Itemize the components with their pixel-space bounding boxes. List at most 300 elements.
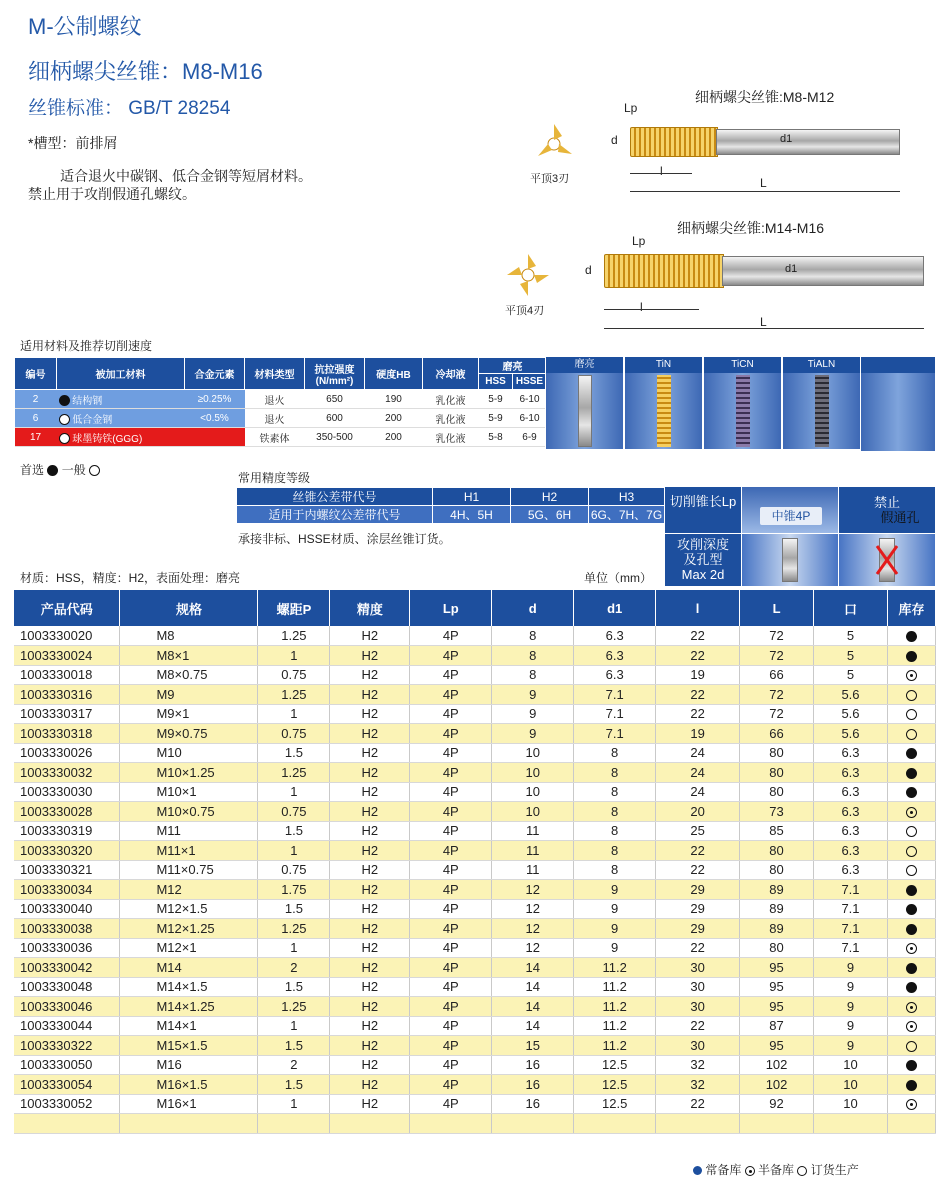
cell-pitch: 1.75 <box>258 880 330 900</box>
cell-pitch: 1.5 <box>258 899 330 919</box>
thread-tolerance-1: 4H、5H <box>433 506 511 524</box>
coating-tin <box>624 357 702 451</box>
cell-d1: 8 <box>574 821 656 841</box>
cell-d: 10 <box>492 763 574 783</box>
cell-stock <box>887 919 935 939</box>
cell-code: 1003330036 <box>14 938 120 958</box>
stock-half-icon <box>906 943 917 954</box>
diagram-top-title: 细柄螺尖丝锥:M8-M12 <box>695 89 835 105</box>
mat-header-hsse: HSSE <box>513 374 547 390</box>
mat-strength: 600 <box>305 409 365 428</box>
cell-square: 5 <box>814 646 888 666</box>
cell-L: 80 <box>740 860 814 880</box>
cell-stock <box>887 841 935 861</box>
cell-d1: 11.2 <box>574 958 656 978</box>
forbidden-cross-icon <box>873 542 901 578</box>
cell-square: 6.3 <box>814 782 888 802</box>
cell-precision: H2 <box>330 997 410 1017</box>
cell-stock <box>887 997 935 1017</box>
cell-L: 95 <box>740 1036 814 1056</box>
cell-empty <box>492 1114 574 1134</box>
dim-line-l-bottom <box>604 309 699 310</box>
hole-tap-image <box>782 538 798 582</box>
cell-code: 1003330317 <box>14 704 120 724</box>
dim-l-top: l <box>660 164 663 178</box>
table-row <box>14 1055 936 1075</box>
mat-header-material: 被加工材料 <box>57 358 185 390</box>
cell-spec: M10×0.75 <box>120 802 258 822</box>
cell-empty <box>740 1114 814 1134</box>
mat-header-type: 材料类型 <box>245 358 305 390</box>
cell-spec: M11×0.75 <box>120 860 258 880</box>
cell-square: 5 <box>814 626 888 646</box>
cell-stock <box>887 1094 935 1114</box>
cell-d: 8 <box>492 665 574 685</box>
cell-precision: H2 <box>330 704 410 724</box>
precision-heading: 常用精度等级 <box>238 471 311 485</box>
cell-l: 25 <box>656 821 740 841</box>
cell-l: 30 <box>656 977 740 997</box>
stock-order-label: 订货生产 <box>810 1163 859 1177</box>
legend-preferred-label: 首选 <box>20 463 45 477</box>
cell-code: 1003330032 <box>14 763 120 783</box>
cell-empty <box>120 1114 258 1134</box>
table-row <box>14 704 936 724</box>
cell-d: 14 <box>492 1016 574 1036</box>
cell-lp: 4P <box>410 997 492 1017</box>
cell-L: 80 <box>740 938 814 958</box>
table-row <box>14 821 936 841</box>
forbid-label: 禁止 <box>873 495 900 510</box>
cell-spec: M11 <box>120 821 258 841</box>
cell-stock <box>887 724 935 744</box>
cell-d1: 8 <box>574 841 656 861</box>
cell-stock <box>887 958 935 978</box>
cell-d: 16 <box>492 1094 574 1114</box>
cell-l: 22 <box>656 646 740 666</box>
mat-coolant: 乳化液 <box>423 409 479 428</box>
cell-stock <box>887 665 935 685</box>
mat-hss: 5-9 <box>479 390 513 409</box>
cell-square: 9 <box>814 1016 888 1036</box>
forbid-box <box>839 487 935 533</box>
cell-code: 1003330028 <box>14 802 120 822</box>
legend-general-label: 一般 <box>61 463 86 477</box>
coating-label: 磨亮 <box>546 357 623 373</box>
cell-lp: 4P <box>410 704 492 724</box>
spec-line: 材质：HSS，精度：H2，表面处理：磨亮 <box>20 571 241 585</box>
forbid-sub: 假通孔 <box>880 510 920 525</box>
cell-lp: 4P <box>410 977 492 997</box>
tap-tolerance-label: 丝锥公差带代号 <box>237 488 433 506</box>
cell-square: 5.6 <box>814 685 888 705</box>
cell-d: 10 <box>492 743 574 763</box>
cell-code: 1003330020 <box>14 626 120 646</box>
cell-d1: 9 <box>574 880 656 900</box>
cell-L: 66 <box>740 665 814 685</box>
dim-d-bottom: d <box>585 263 592 277</box>
diagram-bottom-caption: 平顶4刃 <box>505 305 545 317</box>
coating-tialn <box>782 357 860 451</box>
cell-square: 6.3 <box>814 743 888 763</box>
header-d1: d1 <box>574 590 656 626</box>
cell-precision: H2 <box>330 938 410 958</box>
cell-code: 1003330040 <box>14 899 120 919</box>
stock-half-icon <box>906 1099 917 1110</box>
coating-blank <box>861 357 935 451</box>
stock-half-icon <box>906 1002 917 1013</box>
header-l: l <box>656 590 740 626</box>
mat-type: 退火 <box>245 409 305 428</box>
cell-empty <box>574 1114 656 1134</box>
tin-tap-image <box>657 375 671 447</box>
cell-L: 72 <box>740 626 814 646</box>
cell-d1: 6.3 <box>574 646 656 666</box>
stock-semi-label: 半备库 <box>758 1163 795 1177</box>
stock-full-icon <box>906 982 917 993</box>
description-line-1: 适合退火中碳钢、低合金钢等短屑材料。 <box>60 168 312 184</box>
mat-alloy: <0.5% <box>185 409 245 428</box>
cell-L: 72 <box>740 646 814 666</box>
stock-half-icon <box>906 807 917 818</box>
stock-full-icon <box>906 748 917 759</box>
cell-stock <box>887 626 935 646</box>
bottom-tap-shank <box>722 256 924 286</box>
header-L: L <box>740 590 814 626</box>
cell-code: 1003330319 <box>14 821 120 841</box>
cell-L: 80 <box>740 782 814 802</box>
depth-value: Max 2d <box>681 567 725 582</box>
cell-square: 10 <box>814 1055 888 1075</box>
stock-empty-icon <box>906 846 917 857</box>
standard-line: 丝锥标准： GB/T 28254 <box>28 98 231 119</box>
cell-L: 92 <box>740 1094 814 1114</box>
table-row <box>14 782 936 802</box>
cell-empty <box>656 1114 740 1134</box>
stock-order-icon <box>797 1166 807 1176</box>
materials-heading: 适用材料及推荐切削速度 <box>20 339 153 353</box>
mat-header-hb: 硬度HB <box>365 358 423 390</box>
tialn-tap-image <box>815 375 829 447</box>
cell-empty <box>14 1114 120 1134</box>
table-row <box>14 763 936 783</box>
cell-pitch: 1.25 <box>258 919 330 939</box>
table-row <box>14 841 936 861</box>
table-row <box>14 626 936 646</box>
cell-l: 30 <box>656 997 740 1017</box>
diagram-top-caption: 平顶3刃 <box>530 173 570 185</box>
cell-stock <box>887 880 935 900</box>
cell-precision: H2 <box>330 763 410 783</box>
cell-spec: M12×1 <box>120 938 258 958</box>
cell-precision: H2 <box>330 919 410 939</box>
cut-length-value: 中锥4P <box>760 507 822 525</box>
cell-l: 19 <box>656 724 740 744</box>
cell-d1: 11.2 <box>574 1036 656 1056</box>
cell-pitch: 1 <box>258 704 330 724</box>
mat-hb: 190 <box>365 390 423 409</box>
header-pitch: 螺距P <box>258 590 330 626</box>
cell-stock <box>887 1036 935 1056</box>
tap-tolerance-h3: H3 <box>589 488 665 506</box>
cell-pitch: 2 <box>258 1055 330 1075</box>
stock-full-icon <box>906 631 917 642</box>
mat-hss: 5-8 <box>479 428 513 447</box>
cell-d: 16 <box>492 1075 574 1095</box>
cell-stock <box>887 977 935 997</box>
cell-code: 1003330054 <box>14 1075 120 1095</box>
dim-d-top: d <box>611 133 618 147</box>
cell-pitch: 1.25 <box>258 685 330 705</box>
cell-square: 9 <box>814 1036 888 1056</box>
cell-pitch: 1.25 <box>258 626 330 646</box>
materials-table <box>14 357 547 447</box>
cell-precision: H2 <box>330 821 410 841</box>
cut-length-diagram <box>742 487 838 533</box>
cell-code: 1003330042 <box>14 958 120 978</box>
cell-pitch: 1 <box>258 782 330 802</box>
header-d: d <box>492 590 574 626</box>
table-row <box>14 899 936 919</box>
cell-precision: H2 <box>330 802 410 822</box>
cell-d: 9 <box>492 724 574 744</box>
hole-type-diagram <box>742 534 838 586</box>
cell-d: 15 <box>492 1036 574 1056</box>
header-code: 产品代码 <box>14 590 120 626</box>
cell-empty <box>258 1114 330 1134</box>
table-row-empty <box>14 1114 936 1134</box>
cell-spec: M12 <box>120 880 258 900</box>
cell-code: 1003330316 <box>14 685 120 705</box>
cell-lp: 4P <box>410 724 492 744</box>
mat-name: 低合金钢 <box>72 414 113 426</box>
cell-d: 9 <box>492 704 574 724</box>
table-row <box>14 977 936 997</box>
cell-l: 32 <box>656 1055 740 1075</box>
cell-stock <box>887 704 935 724</box>
cell-lp: 4P <box>410 1055 492 1075</box>
cell-d1: 11.2 <box>574 1016 656 1036</box>
cell-l: 22 <box>656 1016 740 1036</box>
cell-spec: M9×1 <box>120 704 258 724</box>
groove-type: *槽型：前排屑 <box>28 135 118 151</box>
stock-empty-icon <box>906 729 917 740</box>
cell-d: 12 <box>492 899 574 919</box>
cell-spec: M12×1.25 <box>120 919 258 939</box>
cell-lp: 4P <box>410 782 492 802</box>
mat-no: 17 <box>15 428 57 447</box>
cell-code: 1003330044 <box>14 1016 120 1036</box>
cell-L: 87 <box>740 1016 814 1036</box>
depth-label: 攻削深度及孔型 <box>676 537 729 567</box>
cell-code: 1003330052 <box>14 1094 120 1114</box>
coating-label: TiALN <box>783 357 860 373</box>
cell-square: 9 <box>814 997 888 1017</box>
cell-L: 95 <box>740 977 814 997</box>
stock-full-icon <box>906 924 917 935</box>
cell-square: 7.1 <box>814 899 888 919</box>
cell-d1: 6.3 <box>574 626 656 646</box>
cell-precision: H2 <box>330 1094 410 1114</box>
cell-pitch: 1 <box>258 841 330 861</box>
cell-code: 1003330018 <box>14 665 120 685</box>
cell-l: 29 <box>656 919 740 939</box>
cell-lp: 4P <box>410 743 492 763</box>
stock-regular-label: 常备库 <box>705 1163 742 1177</box>
cell-stock <box>887 1016 935 1036</box>
mat-hb: 200 <box>365 409 423 428</box>
cell-pitch: 1 <box>258 938 330 958</box>
cell-l: 20 <box>656 802 740 822</box>
cell-d1: 6.3 <box>574 665 656 685</box>
stock-half-icon <box>906 670 917 681</box>
cell-precision: H2 <box>330 1036 410 1056</box>
cell-L: 80 <box>740 743 814 763</box>
mat-strength: 350-500 <box>305 428 365 447</box>
mat-row <box>15 428 547 447</box>
cell-pitch: 1.5 <box>258 821 330 841</box>
table-row <box>14 665 936 685</box>
description-line-2: 禁止用于攻削假通孔螺纹。 <box>28 186 196 202</box>
cell-stock <box>887 743 935 763</box>
cell-spec: M8×1 <box>120 646 258 666</box>
cell-l: 22 <box>656 704 740 724</box>
cell-pitch: 1 <box>258 1094 330 1114</box>
cell-pitch: 1.5 <box>258 977 330 997</box>
cell-l: 30 <box>656 1036 740 1056</box>
cell-lp: 4P <box>410 802 492 822</box>
cell-L: 102 <box>740 1055 814 1075</box>
cell-lp: 4P <box>410 1094 492 1114</box>
cell-l: 29 <box>656 899 740 919</box>
mat-row <box>15 390 547 409</box>
mat-header-alloy: 合金元素 <box>185 358 245 390</box>
cell-l: 29 <box>656 880 740 900</box>
coating-label: TiN <box>625 357 702 373</box>
cell-square: 10 <box>814 1075 888 1095</box>
cell-d1: 11.2 <box>574 997 656 1017</box>
cell-precision: H2 <box>330 665 410 685</box>
mat-header-no: 编号 <box>15 358 57 390</box>
cell-lp: 4P <box>410 899 492 919</box>
cell-stock <box>887 1075 935 1095</box>
cell-spec: M9×0.75 <box>120 724 258 744</box>
cell-l: 24 <box>656 743 740 763</box>
cell-lp: 4P <box>410 860 492 880</box>
cell-spec: M9 <box>120 685 258 705</box>
stock-full-icon <box>906 1060 917 1071</box>
stock-empty-icon <box>906 865 917 876</box>
cell-square: 6.3 <box>814 763 888 783</box>
cell-square: 5.6 <box>814 724 888 744</box>
dim-l-bottom: l <box>640 300 643 314</box>
cell-stock <box>887 685 935 705</box>
cell-pitch: 0.75 <box>258 665 330 685</box>
stock-full-icon <box>906 963 917 974</box>
coating-ticn <box>703 357 781 451</box>
cell-lp: 4P <box>410 763 492 783</box>
cell-d: 14 <box>492 977 574 997</box>
cell-L: 95 <box>740 997 814 1017</box>
cell-stock <box>887 938 935 958</box>
mat-name: 结构钢 <box>72 395 103 407</box>
cell-lp: 4P <box>410 1016 492 1036</box>
three-flute-cross-section-icon <box>532 122 576 166</box>
cell-spec: M8×0.75 <box>120 665 258 685</box>
table-row <box>14 685 936 705</box>
cell-stock <box>887 802 935 822</box>
cell-spec: M16×1 <box>120 1094 258 1114</box>
cell-pitch: 0.75 <box>258 802 330 822</box>
cell-lp: 4P <box>410 841 492 861</box>
cell-d1: 8 <box>574 763 656 783</box>
cell-precision: H2 <box>330 724 410 744</box>
material-legend <box>20 461 100 478</box>
stock-full-icon <box>906 1080 917 1091</box>
stock-full-icon <box>906 787 917 798</box>
stock-empty-icon <box>906 826 917 837</box>
cell-pitch: 1.5 <box>258 1036 330 1056</box>
cell-d: 10 <box>492 802 574 822</box>
unit-label: 单位（mm） <box>584 571 652 585</box>
stock-empty-icon <box>906 709 917 720</box>
cell-L: 72 <box>740 685 814 705</box>
cell-precision: H2 <box>330 977 410 997</box>
cell-lp: 4P <box>410 1075 492 1095</box>
dim-L-top: L <box>760 176 767 190</box>
cell-spec: M14×1.25 <box>120 997 258 1017</box>
mat-hss: 5-9 <box>479 409 513 428</box>
cell-d: 8 <box>492 626 574 646</box>
cell-d1: 8 <box>574 860 656 880</box>
table-row <box>14 997 936 1017</box>
cell-spec: M14×1 <box>120 1016 258 1036</box>
cell-precision: H2 <box>330 880 410 900</box>
cell-precision: H2 <box>330 958 410 978</box>
cell-d1: 12.5 <box>574 1094 656 1114</box>
cell-d1: 7.1 <box>574 724 656 744</box>
cell-code: 1003330320 <box>14 841 120 861</box>
cell-stock <box>887 646 935 666</box>
mat-header-polish: 磨亮 <box>479 358 547 374</box>
mat-alloy <box>185 428 245 447</box>
cell-L: 95 <box>740 958 814 978</box>
table-row <box>14 724 936 744</box>
cell-square: 7.1 <box>814 919 888 939</box>
thread-tolerance-3: 6G、7H、7G <box>589 506 665 524</box>
cell-l: 22 <box>656 938 740 958</box>
cell-stock <box>887 763 935 783</box>
cell-precision: H2 <box>330 743 410 763</box>
cell-code: 1003330321 <box>14 860 120 880</box>
cell-precision: H2 <box>330 626 410 646</box>
cell-l: 24 <box>656 763 740 783</box>
cell-pitch: 0.75 <box>258 724 330 744</box>
table-row <box>14 860 936 880</box>
top-tap-thread <box>630 127 718 157</box>
cell-code: 1003330030 <box>14 782 120 802</box>
cell-d1: 11.2 <box>574 977 656 997</box>
precision-table <box>236 487 665 524</box>
dim-d1-top: d1 <box>780 133 793 145</box>
cell-code: 1003330026 <box>14 743 120 763</box>
legend-general-icon <box>89 465 100 476</box>
table-row <box>14 1094 936 1114</box>
cell-d: 11 <box>492 821 574 841</box>
coating-label: TiCN <box>704 357 781 373</box>
cell-L: 89 <box>740 919 814 939</box>
cell-lp: 4P <box>410 821 492 841</box>
